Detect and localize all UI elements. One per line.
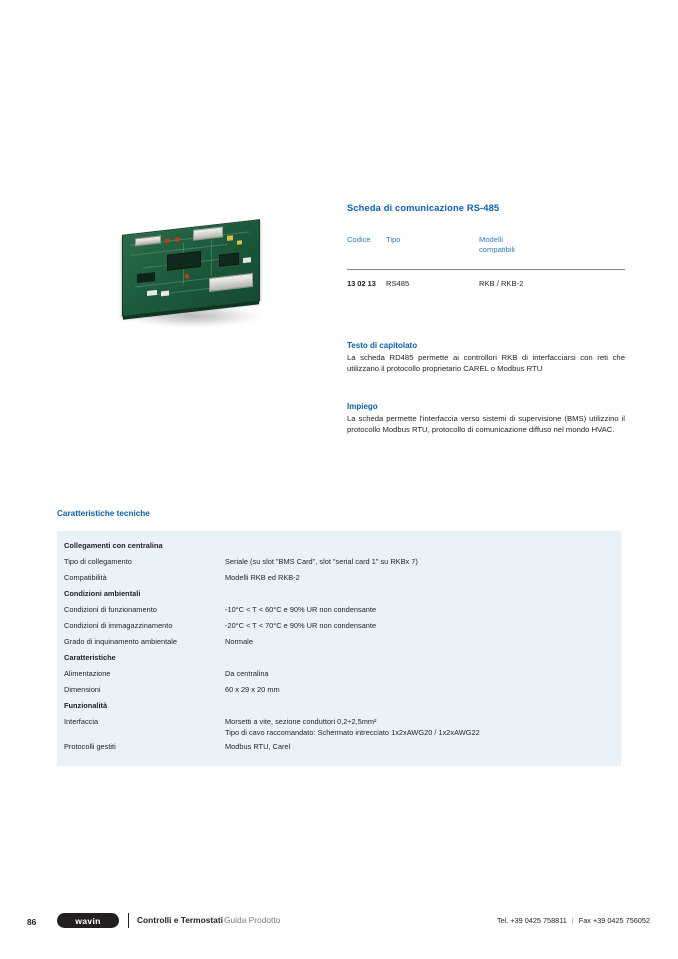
footer-subtitle: Guida Prodotto [224, 915, 281, 925]
row-value: -20°C < T < 70°C e 90% UR non condensante [225, 621, 377, 630]
row-label: Tipo di collegamento [64, 557, 132, 566]
row-value: Modelli RKB ed RKB-2 [225, 573, 300, 582]
row-label: Caratteristiche [64, 653, 116, 662]
table-row [57, 715, 621, 740]
section-impiego-title: Impiego [347, 401, 378, 411]
row-label: Funzionalità [64, 701, 108, 710]
column-header-codice: Codice [347, 235, 371, 244]
table-row [57, 539, 621, 555]
product-table-header [347, 235, 625, 263]
row-label: Condizioni di funzionamento [64, 605, 157, 614]
product-info-column [347, 203, 625, 436]
column-header-tipo: Tipo [386, 235, 401, 244]
row-label: Condizioni ambientali [64, 589, 141, 598]
footer-title: Controlli e Termostati [137, 915, 223, 925]
circuit-board-graphic [122, 219, 260, 317]
cell-modelli: RKB / RKB-2 [479, 279, 524, 288]
cell-codice: 13 02 13 [347, 279, 376, 288]
row-value: 60 x 29 x 20 mm [225, 685, 280, 694]
row-label: Alimentazione [64, 669, 111, 678]
row-value: Modbus RTU, Carel [225, 742, 291, 751]
table-row [57, 651, 621, 667]
table-divider [347, 269, 625, 270]
row-value-line1: Morsetti a vite, sezione conduttori 0,2÷2,5mm² [225, 717, 377, 726]
table-row [57, 571, 621, 587]
row-value-multiline [225, 716, 621, 738]
footer-telephone: Tel. +39 0425 758811 [496, 916, 567, 925]
row-label: Dimensioni [64, 685, 101, 694]
tech-specs-table [57, 531, 621, 766]
table-row [57, 635, 621, 651]
table-row [57, 699, 621, 715]
row-value: -10°C < T < 60°C e 90% UR non condensante [225, 605, 377, 614]
row-label: Grado di inquinamento ambientale [64, 637, 177, 646]
table-row [57, 683, 621, 699]
table-row [57, 667, 621, 683]
tech-specs-heading: Caratteristiche tecniche [57, 509, 150, 518]
footer-contact [497, 916, 650, 925]
row-label: Compatibilità [64, 573, 107, 582]
table-row [57, 619, 621, 635]
page-footer [0, 913, 678, 935]
product-photo [118, 213, 265, 338]
section-capitolato [347, 341, 625, 375]
product-table-row [347, 279, 625, 295]
row-value: Normale [225, 637, 253, 646]
row-value: Seriale (su slot "BMS Card", slot "serial card 1" su RKBx 7) [225, 557, 418, 566]
row-label: Protocolli gestiti [64, 742, 116, 751]
section-impiego [347, 402, 625, 436]
wavin-logo: wavin [57, 913, 119, 928]
column-header-modelli-line2: compatibili [479, 245, 515, 254]
section-capitolato-body: La scheda RD485 permette ai controllori RKB di interfacciarsi con reti che utilizzano il protocollo proprietario CAREL o Modbus RTU [347, 353, 625, 374]
footer-contact-separator: | [571, 916, 574, 925]
section-impiego-body: La scheda permette l'interfaccia verso sistemi di supervisione (BMS) utilizzino il protocollo Modbus RTU, protocollo di comunicazione diffuso nel mondo HVAC. [347, 413, 625, 435]
row-label: Condizioni di immagazzinamento [64, 621, 173, 630]
product-title: Scheda di comunicazione RS-485 [347, 203, 500, 213]
table-row [57, 587, 621, 603]
row-value: Da centralina [225, 669, 269, 678]
column-header-modelli-line1: Modelli [479, 235, 504, 244]
row-label: Interfaccia [64, 717, 99, 726]
cell-tipo: RS485 [386, 279, 410, 288]
footer-divider [128, 913, 129, 928]
table-row [57, 740, 621, 756]
section-capitolato-title: Testo di capitolato [347, 341, 418, 350]
column-header-modelli [479, 235, 515, 255]
row-label: Collegamenti con centralina [64, 541, 163, 550]
row-value-line2: Tipo di cavo raccomandato: Schermato intrecciato 1x2xAWG20 / 1x2xAWG22 [225, 728, 480, 737]
table-row [57, 555, 621, 571]
footer-fax: Fax +39 0425 756052 [578, 916, 650, 925]
page-number: 86 [27, 917, 37, 927]
table-row [57, 603, 621, 619]
